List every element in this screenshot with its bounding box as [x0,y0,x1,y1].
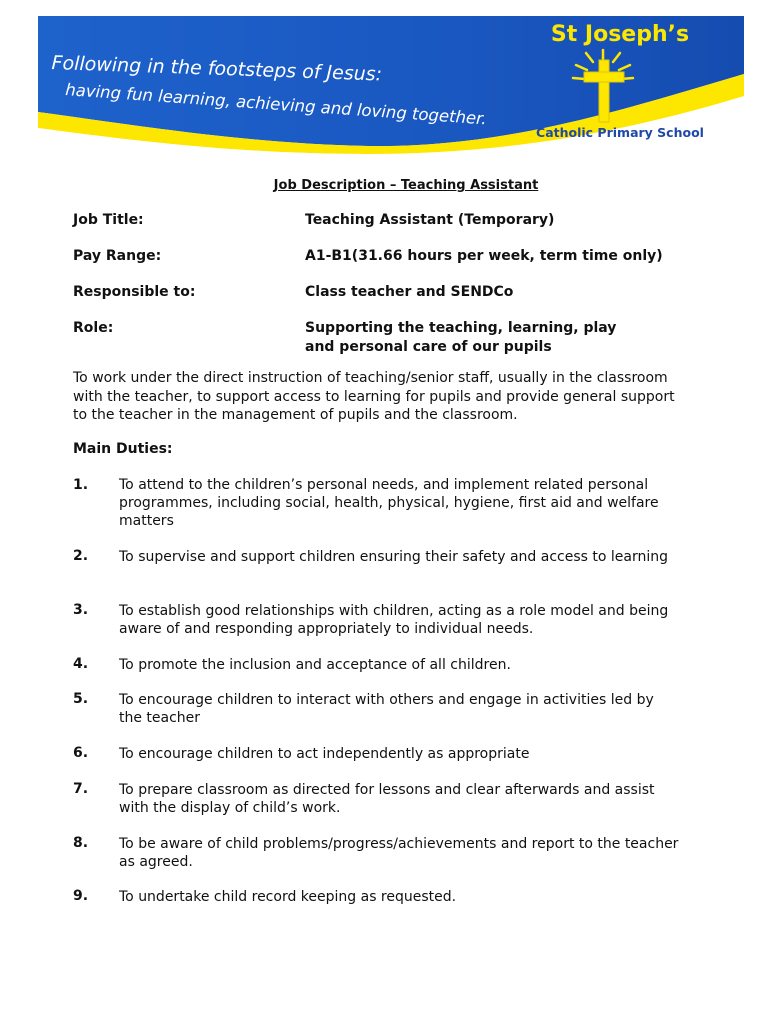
job-title-value: Teaching Assistant (Temporary) [305,212,555,228]
duty-number: 2. [73,548,89,564]
school-name: St Joseph’s [550,22,690,47]
school-motto [52,52,492,142]
role-label: Role: [73,320,114,336]
duty-text: To prepare classroom as directed for lessons and clear afterwards and assist with the display of child’s work. [119,782,655,816]
pay-range-label: Pay Range: [73,248,162,264]
responsible-to-label: Responsible to: [73,284,196,300]
school-subtitle: Catholic Primary School [536,125,704,140]
duty-text: To encourage children to interact with others and engage in activities led by the teacher [119,692,654,726]
responsible-to-value: Class teacher and SENDCo [305,284,514,300]
duty-number: 8. [73,835,89,851]
duty-text: To undertake child record keeping as requested. [119,889,457,905]
pay-range-value: A1-B1(31.66 hours per week, term time only) [305,248,663,264]
duty-number: 6. [73,745,89,761]
duty-text: To attend to the children’s personal needs, and implement related personal programmes, including social, health, physical, hygiene, first aid and welfare matters [119,477,659,529]
duty-number: 9. [73,888,89,904]
job-title-label: Job Title: [73,212,144,228]
duty-number: 3. [73,602,89,618]
intro-paragraph: To work under the direct instruction of teaching/senior staff, usually in the classroom with the teacher, to support access to learning for pupils and provide general support to the teacher in the management of pupils and the classroom. [73,370,675,423]
duty-text: To encourage children to act independently as appropriate [119,746,530,762]
duty-text: To supervise and support children ensuring their safety and access to learning [119,549,669,565]
duty-number: 1. [73,477,89,493]
duty-text: To promote the inclusion and acceptance of all children. [119,657,511,673]
duty-number: 7. [73,781,89,797]
page-title: Job Description – Teaching Assistant [273,178,539,193]
duty-text: To establish good relationships with children, acting as a role model and being aware of and responding appropriately to individual needs. [119,603,669,637]
duty-text: To be aware of child problems/progress/achievements and report to the teacher as agreed. [119,836,679,870]
motto-line-2: having fun learning, achieving and loving together. [64,80,488,129]
duty-number: 5. [73,691,89,707]
cross-logo-icon [563,48,643,123]
motto-line-1: Following in the footsteps of Jesus: [51,52,383,86]
main-duties-heading: Main Duties: [73,441,173,457]
duty-number: 4. [73,656,89,672]
role-value: Supporting the teaching, learning, play and personal care of our pupils [305,320,617,355]
